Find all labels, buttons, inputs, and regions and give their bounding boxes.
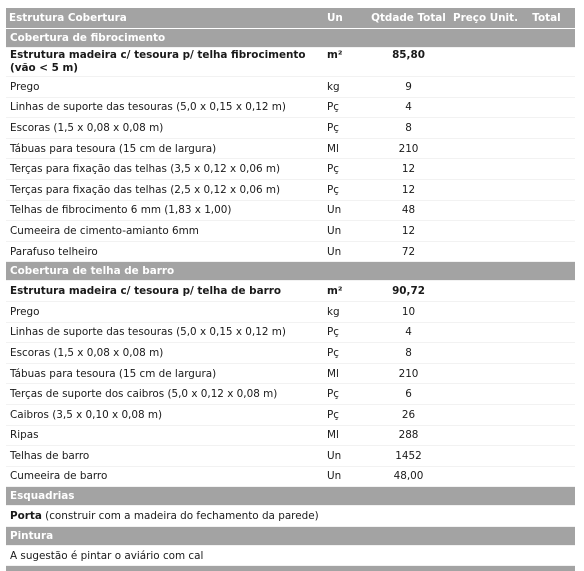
row-desc: Linhas de suporte das tesouras (5,0 x 0,15 x 0,12 m) xyxy=(6,97,325,118)
row-un: m² xyxy=(325,48,367,77)
row-desc: Terças de suporte dos caibros (5,0 x 0,12 x 0,08 m) xyxy=(6,384,325,405)
budget-table-container xyxy=(6,8,575,571)
section-header-fibrocimento xyxy=(6,29,575,48)
row-un: Un xyxy=(325,241,367,262)
row-qtd: 4 xyxy=(367,322,450,343)
table-row xyxy=(6,506,575,527)
row-qtd: 210 xyxy=(367,138,450,159)
table-row xyxy=(6,301,575,322)
row-preco xyxy=(450,425,518,446)
table-header-row xyxy=(6,8,575,29)
table-row xyxy=(6,363,575,384)
table-row xyxy=(6,322,575,343)
row-desc: Caibros (3,5 x 0,10 x 0,08 m) xyxy=(6,404,325,425)
row-preco xyxy=(450,159,518,180)
row-preco xyxy=(450,281,518,302)
section-title: Cobertura de fibrocimento xyxy=(6,29,575,48)
esquadrias-text: (construir com a madeira do fechamento da parede) xyxy=(41,510,319,523)
row-desc: Ripas xyxy=(6,425,325,446)
row-qtd: 26 xyxy=(367,404,450,425)
row-un: Pç xyxy=(325,384,367,405)
row-preco xyxy=(450,48,518,77)
row-qtd: 1452 xyxy=(367,446,450,467)
row-total xyxy=(518,179,575,200)
row-preco xyxy=(450,446,518,467)
row-total xyxy=(518,138,575,159)
row-total xyxy=(518,97,575,118)
row-un: Un xyxy=(325,446,367,467)
row-total xyxy=(518,384,575,405)
row-un: Pç xyxy=(325,97,367,118)
row-un: Pç xyxy=(325,179,367,200)
row-total xyxy=(518,446,575,467)
row-desc: Telhas de fibrocimento 6 mm (1,83 x 1,00) xyxy=(6,200,325,221)
row-desc: Terças para fixação das telhas (2,5 x 0,12 x 0,06 m) xyxy=(6,179,325,200)
row-preco xyxy=(450,221,518,242)
row-desc: Terças para fixação das telhas (3,5 x 0,12 x 0,06 m) xyxy=(6,159,325,180)
row-desc: Estrutura madeira c/ tesoura p/ telha fibrocimento (vão < 5 m) xyxy=(6,48,325,77)
row-un: Un xyxy=(325,466,367,487)
budget-table xyxy=(6,8,575,566)
row-qtd: 48 xyxy=(367,200,450,221)
row-un: Pç xyxy=(325,343,367,364)
table-row xyxy=(6,179,575,200)
row-total xyxy=(518,200,575,221)
row-qtd: 8 xyxy=(367,343,450,364)
table-row xyxy=(6,159,575,180)
table-row xyxy=(6,446,575,467)
section-header-esquadrias xyxy=(6,487,575,506)
row-un: Ml xyxy=(325,425,367,446)
table-row xyxy=(6,425,575,446)
row-total xyxy=(518,425,575,446)
section-title: Esquadrias xyxy=(6,487,575,506)
table-row xyxy=(6,466,575,487)
row-preco xyxy=(450,200,518,221)
row-total xyxy=(518,301,575,322)
row-qtd: 10 xyxy=(367,301,450,322)
row-preco xyxy=(450,322,518,343)
row-desc: Estrutura madeira c/ tesoura p/ telha de barro xyxy=(6,281,325,302)
row-un: Un xyxy=(325,200,367,221)
row-un: kg xyxy=(325,301,367,322)
row-preco xyxy=(450,404,518,425)
row-preco xyxy=(450,241,518,262)
table-row xyxy=(6,138,575,159)
row-un: Pç xyxy=(325,322,367,343)
header-estrutura: Estrutura Cobertura xyxy=(6,8,325,29)
table-row xyxy=(6,118,575,139)
header-qtd: Qtdade Total xyxy=(367,8,450,29)
table-row xyxy=(6,200,575,221)
row-total xyxy=(518,77,575,98)
row-total xyxy=(518,322,575,343)
table-row xyxy=(6,343,575,364)
row-un: kg xyxy=(325,77,367,98)
header-un: Un xyxy=(325,8,367,29)
header-preco: Preço Unit. xyxy=(450,8,518,29)
section-title: Cobertura de telha de barro xyxy=(6,262,575,281)
row-desc: Telhas de barro xyxy=(6,446,325,467)
row-qtd: 85,80 xyxy=(367,48,450,77)
row-desc: Tábuas para tesoura (15 cm de largura) xyxy=(6,363,325,384)
row-preco xyxy=(450,363,518,384)
bottom-rule xyxy=(6,566,575,571)
row-desc: Tábuas para tesoura (15 cm de largura) xyxy=(6,138,325,159)
row-un: Pç xyxy=(325,159,367,180)
row-un: m² xyxy=(325,281,367,302)
row-total xyxy=(518,241,575,262)
row-total xyxy=(518,221,575,242)
table-row xyxy=(6,545,575,566)
row-total xyxy=(518,159,575,180)
table-row xyxy=(6,97,575,118)
row-qtd: 48,00 xyxy=(367,466,450,487)
row-total xyxy=(518,48,575,77)
row-preco xyxy=(450,384,518,405)
row-qtd: 8 xyxy=(367,118,450,139)
row-desc: Escoras (1,5 x 0,08 x 0,08 m) xyxy=(6,118,325,139)
row-qtd: 12 xyxy=(367,159,450,180)
row-qtd: 72 xyxy=(367,241,450,262)
row-un: Ml xyxy=(325,138,367,159)
section-title: Pintura xyxy=(6,526,575,545)
row-preco xyxy=(450,77,518,98)
row-un: Ml xyxy=(325,363,367,384)
row-desc: Prego xyxy=(6,77,325,98)
row-total xyxy=(518,404,575,425)
row-preco xyxy=(450,343,518,364)
table-row xyxy=(6,281,575,302)
esquadrias-bold: Porta xyxy=(10,510,42,523)
row-preco xyxy=(450,301,518,322)
table-row xyxy=(6,221,575,242)
table-row xyxy=(6,77,575,98)
row-preco xyxy=(450,179,518,200)
row-desc: Cumeeira de cimento-amianto 6mm xyxy=(6,221,325,242)
row-preco xyxy=(450,466,518,487)
header-total: Total xyxy=(518,8,575,29)
row-total xyxy=(518,118,575,139)
row-total xyxy=(518,466,575,487)
section-header-pintura xyxy=(6,526,575,545)
table-row xyxy=(6,404,575,425)
row-desc: Parafuso telheiro xyxy=(6,241,325,262)
row-total xyxy=(518,363,575,384)
esquadrias-note xyxy=(6,506,575,527)
table-row xyxy=(6,48,575,77)
row-qtd: 210 xyxy=(367,363,450,384)
row-qtd: 12 xyxy=(367,221,450,242)
row-preco xyxy=(450,138,518,159)
row-un: Pç xyxy=(325,404,367,425)
row-qtd: 9 xyxy=(367,77,450,98)
table-row xyxy=(6,241,575,262)
table-body xyxy=(6,29,575,566)
row-preco xyxy=(450,97,518,118)
row-desc: Escoras (1,5 x 0,08 x 0,08 m) xyxy=(6,343,325,364)
row-un: Pç xyxy=(325,118,367,139)
table-row xyxy=(6,384,575,405)
pintura-note: A sugestão é pintar o aviário com cal xyxy=(6,545,575,566)
row-qtd: 4 xyxy=(367,97,450,118)
row-qtd: 12 xyxy=(367,179,450,200)
row-qtd: 6 xyxy=(367,384,450,405)
row-total xyxy=(518,343,575,364)
row-total xyxy=(518,281,575,302)
section-header-telha-barro xyxy=(6,262,575,281)
row-desc: Cumeeira de barro xyxy=(6,466,325,487)
row-desc: Prego xyxy=(6,301,325,322)
row-qtd: 90,72 xyxy=(367,281,450,302)
row-preco xyxy=(450,118,518,139)
row-un: Un xyxy=(325,221,367,242)
row-qtd: 288 xyxy=(367,425,450,446)
row-desc: Linhas de suporte das tesouras (5,0 x 0,15 x 0,12 m) xyxy=(6,322,325,343)
